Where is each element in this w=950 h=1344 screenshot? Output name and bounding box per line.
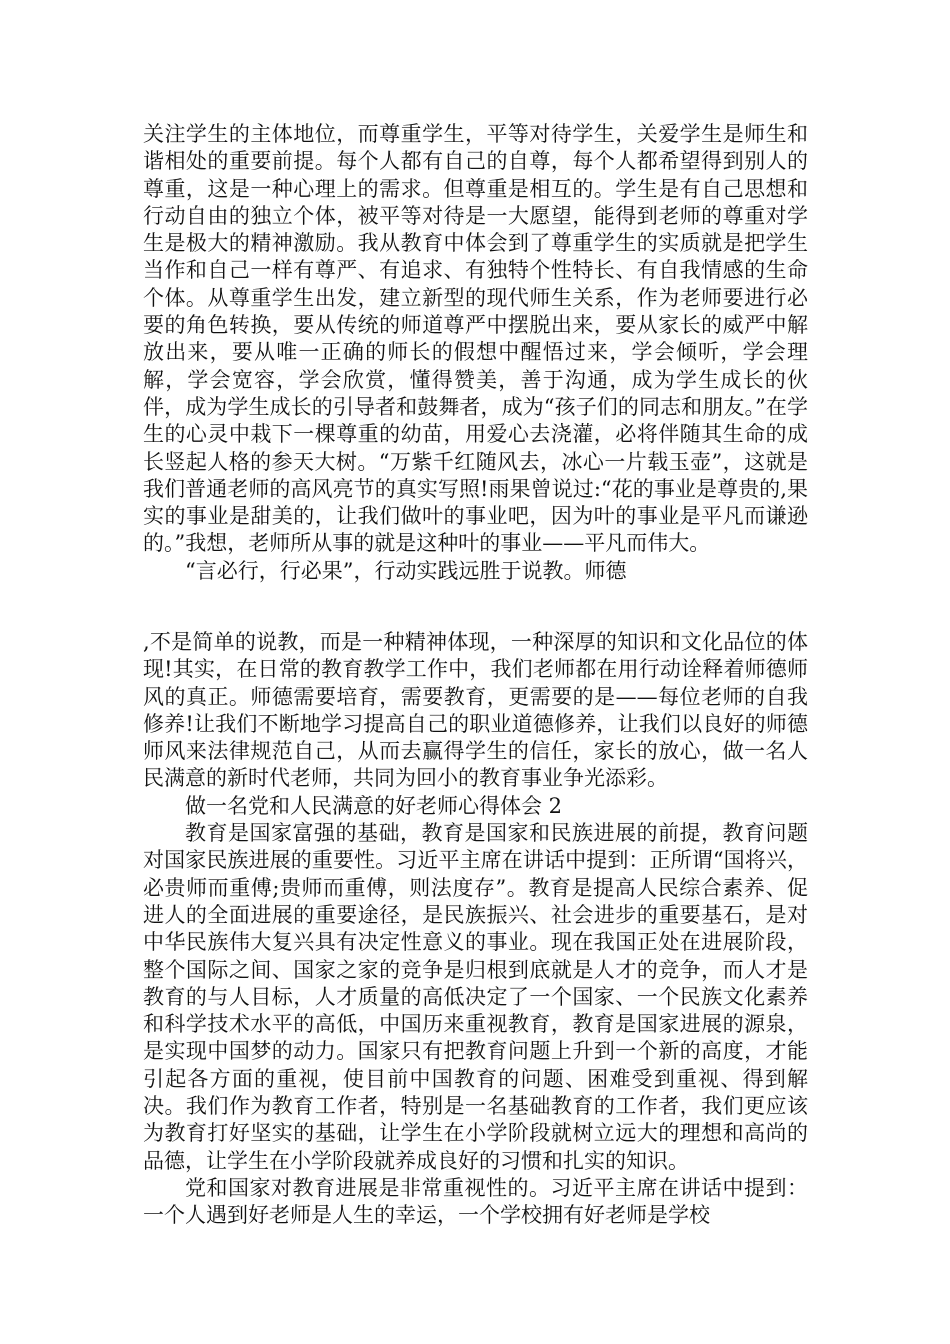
- paragraph-teacher-ethics: ,不是简单的说教，而是一种精神体现，一种深厚的知识和文化品位的体现!其实，在日常的教育教学工作中，我们老师都在用行动诠释着师德师风的真正。师德需要培育，需要教育，更需要的是——每位老师的自我修养!让我们不断地学习提高自己的职业道德修养，让我们以良好的师德师风来法律规范自己，从而去赢得学生的信任，家长的放心，做一名人民满意的新时代老师，共同为回小的教育事业争光添彩。: [143, 630, 808, 791]
- text-block-bottom: [143, 629, 808, 1230]
- section-heading: 做一名党和人民满意的好老师心得体会 2: [185, 793, 563, 818]
- paragraph-party-and-state: 党和国家对教育进展是非常重视性的。习近平主席在讲话中提到：一个人遇到好老师是人生的幸运，一个学校拥有好老师是学校: [143, 1175, 808, 1228]
- paragraph-education-foundation: 教育是国家富强的基础，教育是国家和民族进展的前提，教育问题对国家民族进展的重要性。习近平主席在讲话中提到：正所谓“国将兴，必贵师而重傅;贵师而重傅，则法度存”。教育是提高人民综合素养、促进人的全面进展的重要途径，是民族振兴、社会进步的重要基石，是对中华民族伟大复兴具有决定性意义的事业。现在我国正处在进展阶段，整个国际之间、国家之家的竞争是归根到底就是人才的竞争，而人才是教育的与人目标，人才质量的高低决定了一个国家、一个民族文化素养和科学技术水平的高低，中国历来重视教育，教育是国家进展的源泉，是实现中国梦的动力。国家只有把教育问题上升到一个新的高度，才能引起各方面的重视，使目前中国教育的问题、困难受到重视、得到解决。我们作为教育工作者，特别是一名基础教育的工作者，我们更应该为教育打好坚实的基础，让学生在小学阶段就树立远大的理想和高尚的品德，让学生在小学阶段就养成良好的习惯和扎实的知识。: [143, 821, 808, 1173]
- paragraph-respect-students: 关注学生的主体地位，而尊重学生，平等对待学生，关爱学生是师生和谐相处的重要前提。每个人都有自己的自尊，每个人都希望得到别人的尊重，这是一种心理上的需求。但尊重是相互的。学生是有自己思想和行动自由的独立个体，被平等对待是一大愿望，能得到老师的尊重对学生是极大的精神激励。我从教育中体会到了尊重学生的实质就是把学生当作和自己一样有尊严、有追求、有独特个性特长、有自我情感的生命个体。从尊重学生出发，建立新型的现代师生关系，作为老师要进行必要的角色转换，要从传统的师道尊严中摆脱出来，要从家长的威严中解放出来，要从唯一正确的师长的假想中醒悟过来，学会倾听，学会理解，学会宽容，学会欣赏，懂得赞美，善于沟通，成为学生成长的伙伴，成为学生成长的引导者和鼓舞者，成为“孩子们的同志和朋友。”在学生的心灵中栽下一棵尊重的幼苗，用爱心去浇灌，必将伴随其生命的成长竖起人格的参天大树。“万紫千红随风去，冰心一片载玉壶”，这就是我们普通老师的高风亮节的真实写照!雨果曾说过:“花的事业是尊贵的,果实的事业是甜美的，让我们做叶的事业吧，因为叶的事业是平凡而谦逊的。”我想，老师所从事的就是这种叶的事业——平凡而伟大。: [143, 122, 808, 556]
- paragraph-action-over-words: “言必行，行必果”，行动实践远胜于说教。师德: [185, 558, 627, 583]
- text-block-top: [143, 121, 808, 585]
